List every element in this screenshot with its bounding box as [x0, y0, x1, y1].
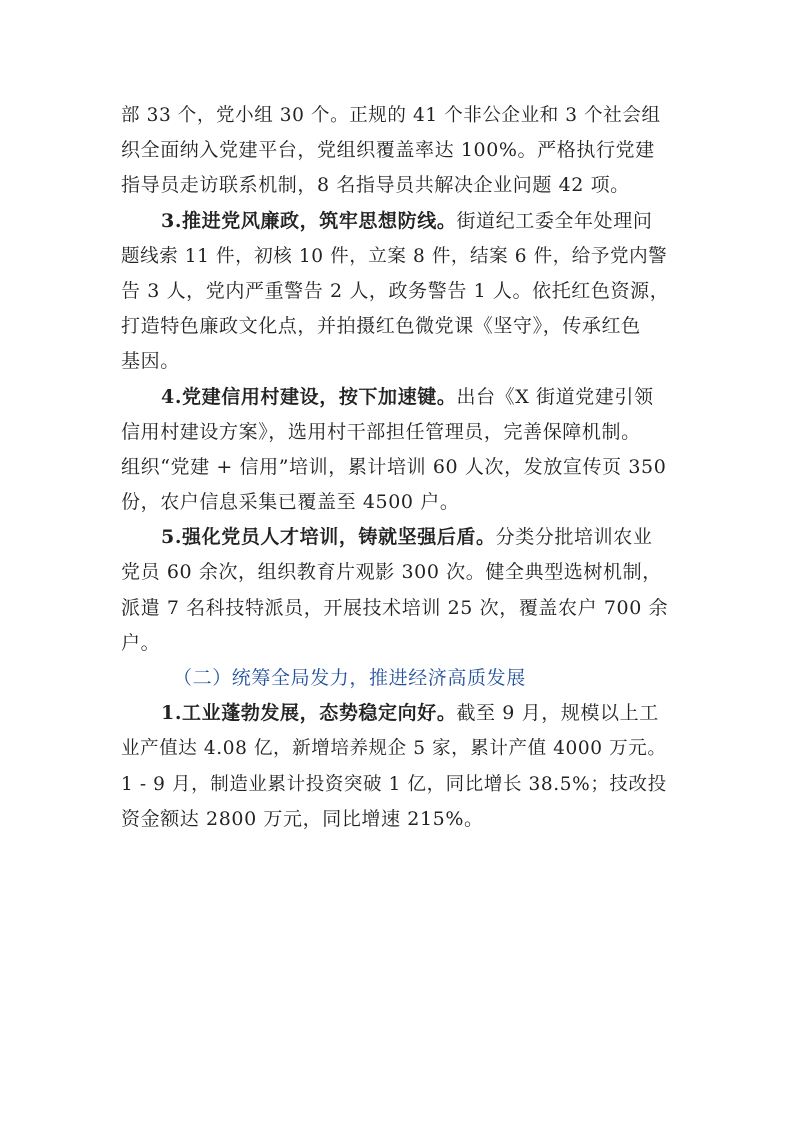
paragraph-line: 派遣 7 名科技特派员，开展技术培训 25 次，覆盖农户 700 余 [121, 596, 669, 619]
paragraph-line: 基因。 [121, 350, 180, 373]
paragraph-title: 1.工业蓬勃发展，态势稳定向好。 [161, 702, 457, 725]
paragraph-title: 3.推进党风廉政，筑牢思想防线。 [161, 209, 457, 232]
paragraph-line: 份，农户信息采集已覆盖至 4500 户。 [121, 491, 460, 514]
paragraph-line: 告 3 人，党内严重警告 2 人，政务警告 1 人。依托红色资源， [121, 279, 670, 302]
paragraph-line: 信用村建设方案》，选用村干部担任管理员，完善保障机制。 [121, 420, 641, 443]
paragraph-title: 4.党建信用村建设，按下加速键。 [161, 385, 457, 408]
paragraph-first-line [121, 520, 673, 555]
paragraph-title: 5.强化党员人才培训，铸就坚强后盾。 [161, 526, 496, 549]
document-body [121, 98, 673, 837]
paragraph-line: 业产值达 4.08 亿，新增培养规企 5 家，累计产值 4000 万元。 [121, 738, 667, 760]
paragraph-text: 街道纪工委全年处理问 [456, 209, 653, 232]
paragraph-first-line [121, 696, 673, 731]
paragraph-line: 部 33 个，党小组 30 个。正规的 41 个非公企业和 3 个社会组 [121, 105, 661, 126]
paragraph-line: 打造特色廉政文化点，并拍摄红色微党课《坚守》，传承红色 [121, 315, 641, 338]
paragraph-line: 党员 60 余次，组织教育片观影 300 次。健全典型选树机制， [121, 561, 662, 584]
paragraph-text: 截至 9 月，规模以上工 [456, 702, 659, 725]
paragraph-text: 出台《X 街道党建引领 [456, 385, 654, 408]
paragraph-text: 分类分批培训农业 [495, 526, 653, 549]
paragraph-line: 1 - 9 月，制造业累计投资突破 1 亿，同比增长 38.5%；技改投 [121, 773, 667, 795]
section-heading: （二）统筹全局发力，推进经济高质发展 [173, 667, 526, 689]
paragraph-line: 指导员走访联系机制，8 名指导员共解决企业问题 42 项。 [121, 174, 630, 197]
paragraph-line: 题线索 11 件，初核 10 件，立案 8 件，结案 6 件，给予党内警 [121, 245, 668, 267]
paragraph-first-line [121, 204, 673, 239]
paragraph-line: 资金额达 2800 万元，同比增速 215%。 [121, 807, 484, 830]
paragraph-line: 组织“党建 + 信用”培训，累计培训 60 人次，发放宣传页 350 [121, 455, 667, 478]
paragraph-line: 户。 [121, 631, 161, 654]
paragraph-line: 织全面纳入党建平台，党组织覆盖率达 100%。严格执行党建 [121, 139, 655, 162]
paragraph-first-line [121, 380, 673, 415]
